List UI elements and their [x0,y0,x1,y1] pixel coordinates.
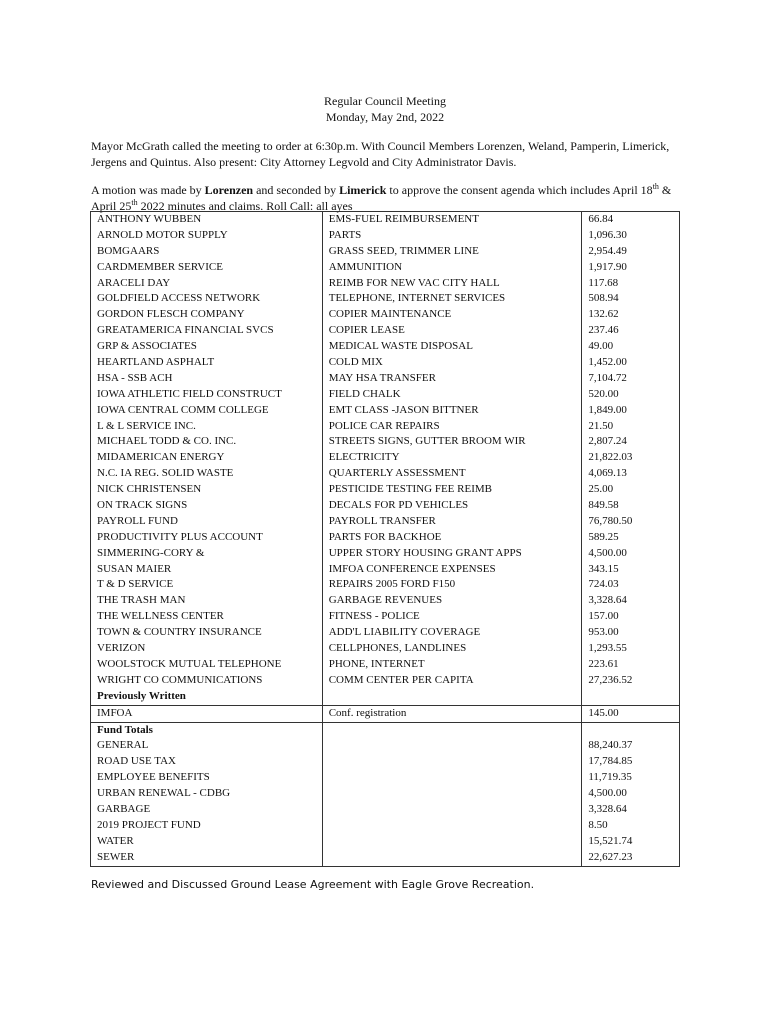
amount-cell: 21,822.03 [582,450,680,466]
vendor-cell: IMFOA [91,705,323,722]
fund-amount-cell: 17,784.85 [582,754,680,770]
claim-row [91,434,680,450]
description-cell: PARTS FOR BACKHOE [322,530,582,546]
empty-cell [322,786,582,802]
description-cell: CELLPHONES, LANDLINES [322,641,582,657]
vendor-cell: WOOLSTOCK MUTUAL TELEPHONE [91,657,323,673]
fund-total-row [91,802,680,818]
claim-row [91,577,680,593]
vendor-cell: N.C. IA REG. SOLID WASTE [91,466,323,482]
meeting-date: Monday, May 2nd, 2022 [325,110,445,124]
amount-cell: 157.00 [582,609,680,625]
fund-name-cell: GARBAGE [91,802,323,818]
amount-cell: 1,849.00 [582,403,680,419]
motion-mover: Lorenzen [204,183,254,197]
amount-cell: 66.84 [582,212,680,228]
fund-amount-cell: 3,328.64 [582,802,680,818]
claims-table-body [91,212,680,867]
vendor-cell: ON TRACK SIGNS [91,498,323,514]
amount-cell: 3,328.64 [582,593,680,609]
motion-text: A motion was made by [91,183,205,197]
fund-name-cell: GENERAL [91,738,323,754]
claim-row [91,291,680,307]
amount-cell: 520.00 [582,387,680,403]
vendor-cell: GOLDFIELD ACCESS NETWORK [91,291,323,307]
amount-cell: 21.50 [582,419,680,435]
fund-name-cell: ROAD USE TAX [91,754,323,770]
fund-amount-cell: 22,627.23 [582,850,680,866]
amount-cell: 589.25 [582,530,680,546]
description-cell: FIELD CHALK [322,387,582,403]
amount-cell: 508.94 [582,291,680,307]
description-cell: IMFOA CONFERENCE EXPENSES [322,562,582,578]
fund-name-cell: SEWER [91,850,323,866]
intro-paragraph: Mayor McGrath called the meeting to order at 6:30p.m. With Council Members Lorenzen, Weland, Pamperin, Limerick, Jergens and Quintus. Also present: City Attorney Legvold and City Administrator Davis. [91,139,670,169]
vendor-cell: ARACELI DAY [91,276,323,292]
vendor-cell: SUSAN MAIER [91,562,323,578]
empty-cell [582,689,680,705]
amount-cell: 27,236.52 [582,673,680,689]
fund-name-cell: 2019 PROJECT FUND [91,818,323,834]
vendor-cell: GORDON FLESCH COMPANY [91,307,323,323]
fund-total-row [91,818,680,834]
vendor-cell: THE WELLNESS CENTER [91,609,323,625]
claim-row [91,466,680,482]
vendor-cell: WRIGHT CO COMMUNICATIONS [91,673,323,689]
description-cell: PAYROLL TRANSFER [322,514,582,530]
amount-cell: 2,807.24 [582,434,680,450]
description-cell: PESTICIDE TESTING FEE REIMB [322,482,582,498]
fund-total-row [91,770,680,786]
amount-cell: 343.15 [582,562,680,578]
claim-row [91,450,680,466]
vendor-cell: SIMMERING-CORY & [91,546,323,562]
motion-text: to approve the consent agenda which includes April 18 [386,183,653,197]
claim-row [91,482,680,498]
amount-cell: 4,069.13 [582,466,680,482]
description-cell: COLD MIX [322,355,582,371]
claim-row [91,244,680,260]
empty-cell [322,722,582,738]
section-row [91,722,680,738]
section-label: Previously Written [91,689,323,705]
amount-cell: 49.00 [582,339,680,355]
fund-amount-cell: 15,521.74 [582,834,680,850]
description-cell: COMM CENTER PER CAPITA [322,673,582,689]
amount-cell: 132.62 [582,307,680,323]
amount-cell: 223.61 [582,657,680,673]
motion-paragraph [91,182,691,214]
claim-row [91,530,680,546]
claim-row [91,339,680,355]
vendor-cell: PAYROLL FUND [91,514,323,530]
fund-total-row [91,754,680,770]
vendor-cell: CARDMEMBER SERVICE [91,260,323,276]
vendor-cell: HSA - SSB ACH [91,371,323,387]
description-cell: REIMB FOR NEW VAC CITY HALL [322,276,582,292]
motion-text: & April 25 [91,183,672,213]
description-cell: ELECTRICITY [322,450,582,466]
claim-row [91,260,680,276]
fund-name-cell: URBAN RENEWAL - CDBG [91,786,323,802]
empty-cell [322,850,582,866]
empty-cell [322,818,582,834]
empty-cell [322,834,582,850]
description-cell: TELEPHONE, INTERNET SERVICES [322,291,582,307]
empty-cell [322,770,582,786]
claim-row [91,562,680,578]
description-cell: GARBAGE REVENUES [322,593,582,609]
vendor-cell: TOWN & COUNTRY INSURANCE [91,625,323,641]
description-cell: STREETS SIGNS, GUTTER BROOM WIR [322,434,582,450]
claim-row [91,419,680,435]
fund-amount-cell: 8.50 [582,818,680,834]
vendor-cell: ANTHONY WUBBEN [91,212,323,228]
description-cell: PARTS [322,228,582,244]
section-label: Fund Totals [91,722,323,738]
description-cell: Conf. registration [322,705,582,722]
claim-row [91,641,680,657]
amount-cell: 1,293.55 [582,641,680,657]
amount-cell: 953.00 [582,625,680,641]
amount-cell: 1,452.00 [582,355,680,371]
claim-row [91,212,680,228]
claim-row [91,498,680,514]
vendor-cell: THE TRASH MAN [91,593,323,609]
vendor-cell: T & D SERVICE [91,577,323,593]
amount-cell: 4,500.00 [582,546,680,562]
fund-name-cell: WATER [91,834,323,850]
motion-text: 2022 minutes and claims. Roll Call: all ayes [137,199,353,213]
empty-cell [582,722,680,738]
claim-row [91,307,680,323]
description-cell: UPPER STORY HOUSING GRANT APPS [322,546,582,562]
empty-cell [322,754,582,770]
vendor-cell: IOWA CENTRAL COMM COLLEGE [91,403,323,419]
claim-row [91,705,680,722]
description-cell: COPIER MAINTENANCE [322,307,582,323]
vendor-cell: GRP & ASSOCIATES [91,339,323,355]
vendor-cell: ARNOLD MOTOR SUPPLY [91,228,323,244]
description-cell: COPIER LEASE [322,323,582,339]
vendor-cell: GREATAMERICA FINANCIAL SVCS [91,323,323,339]
description-cell: PHONE, INTERNET [322,657,582,673]
vendor-cell: VERIZON [91,641,323,657]
amount-cell: 25.00 [582,482,680,498]
description-cell: AMMUNITION [322,260,582,276]
description-cell: REPAIRS 2005 FORD F150 [322,577,582,593]
motion-text: and seconded by [253,183,340,197]
vendor-cell: BOMGAARS [91,244,323,260]
fund-total-row [91,786,680,802]
claim-row [91,673,680,689]
description-cell: FITNESS - POLICE [322,609,582,625]
vendor-cell: L & L SERVICE INC. [91,419,323,435]
amount-cell: 237.46 [582,323,680,339]
claims-table [90,211,680,867]
amount-cell: 2,954.49 [582,244,680,260]
vendor-cell: NICK CHRISTENSEN [91,482,323,498]
fund-total-row [91,834,680,850]
fund-name-cell: EMPLOYEE BENEFITS [91,770,323,786]
claim-row [91,355,680,371]
claim-row [91,371,680,387]
description-cell: EMT CLASS -JASON BITTNER [322,403,582,419]
fund-amount-cell: 11,719.35 [582,770,680,786]
amount-cell: 1,917.90 [582,260,680,276]
motion-superscript: th [652,182,659,191]
fund-amount-cell: 4,500.00 [582,786,680,802]
amount-cell: 1,096.30 [582,228,680,244]
claim-row [91,546,680,562]
motion-superscript: th [131,198,138,207]
claim-row [91,609,680,625]
vendor-cell: PRODUCTIVITY PLUS ACCOUNT [91,530,323,546]
description-cell: POLICE CAR REPAIRS [322,419,582,435]
claim-row [91,514,680,530]
amount-cell: 76,780.50 [582,514,680,530]
amount-cell: 145.00 [582,705,680,722]
empty-cell [322,689,582,705]
claim-row [91,625,680,641]
amount-cell: 117.68 [582,276,680,292]
vendor-cell: IOWA ATHLETIC FIELD CONSTRUCT [91,387,323,403]
description-cell: GRASS SEED, TRIMMER LINE [322,244,582,260]
description-cell: MAY HSA TRANSFER [322,371,582,387]
claim-row [91,403,680,419]
vendor-cell: HEARTLAND ASPHALT [91,355,323,371]
claim-row [91,657,680,673]
description-cell: DECALS FOR PD VEHICLES [322,498,582,514]
meeting-title: Regular Council Meeting [324,94,446,108]
fund-total-row [91,850,680,866]
description-cell: MEDICAL WASTE DISPOSAL [322,339,582,355]
claim-row [91,387,680,403]
claim-row [91,276,680,292]
fund-total-row [91,738,680,754]
footer-note: Reviewed and Discussed Ground Lease Agreement with Eagle Grove Recreation. [91,878,535,891]
description-cell: ADD'L LIABILITY COVERAGE [322,625,582,641]
claim-row [91,323,680,339]
amount-cell: 724.03 [582,577,680,593]
vendor-cell: MIDAMERICAN ENERGY [91,450,323,466]
empty-cell [322,802,582,818]
description-cell: EMS-FUEL REIMBURSEMENT [322,212,582,228]
claim-row [91,228,680,244]
description-cell: QUARTERLY ASSESSMENT [322,466,582,482]
amount-cell: 7,104.72 [582,371,680,387]
vendor-cell: MICHAEL TODD & CO. INC. [91,434,323,450]
fund-amount-cell: 88,240.37 [582,738,680,754]
empty-cell [322,738,582,754]
claim-row [91,593,680,609]
amount-cell: 849.58 [582,498,680,514]
section-row [91,689,680,705]
motion-seconder: Limerick [339,183,387,197]
